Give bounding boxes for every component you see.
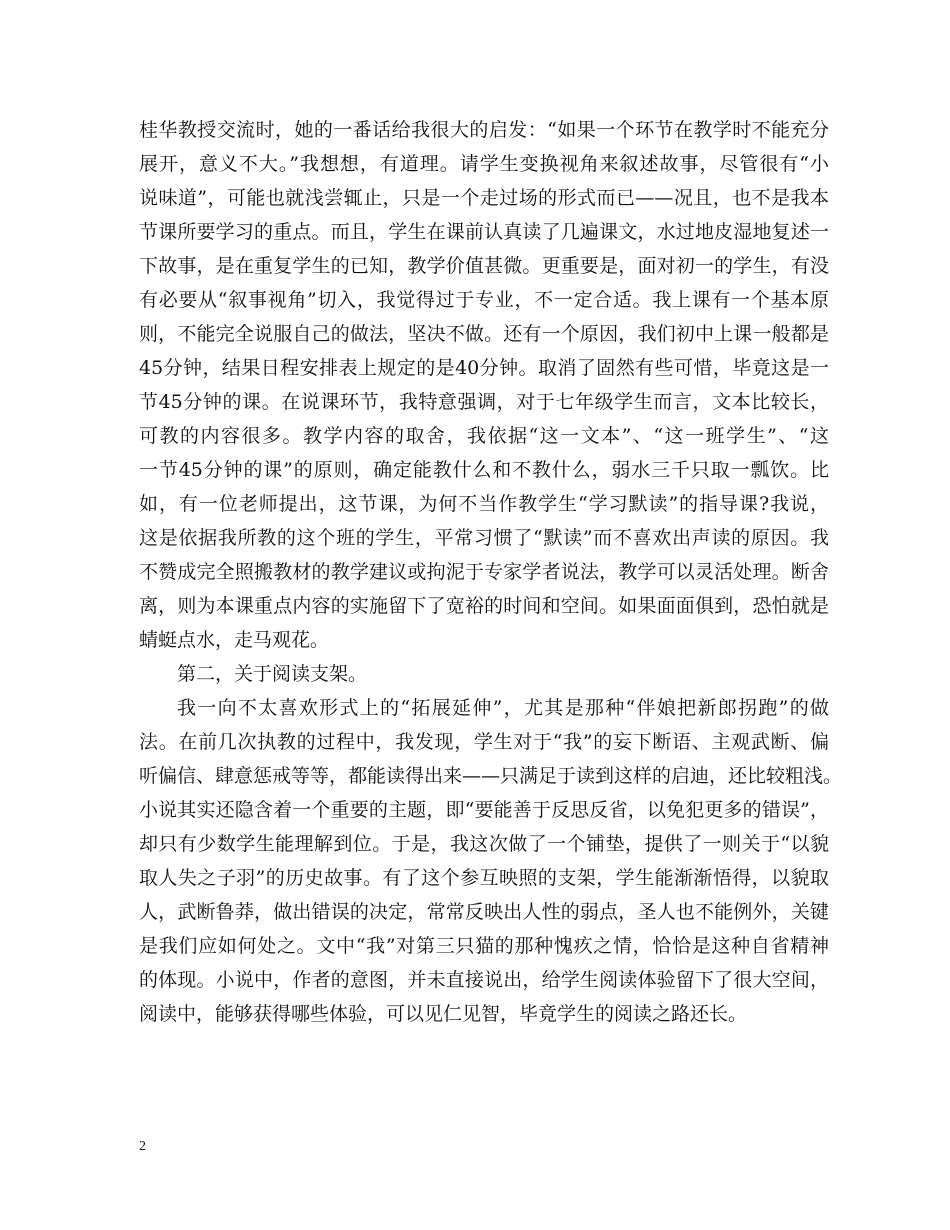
body-line: 如，有一位老师提出，这节课，为何不当作教学生“学习默读”的指导课?我说， [139, 493, 829, 515]
body-line: 人，武断鲁莽，做出错误的决定，常常反映出人性的弱点，圣人也不能例外，关键 [139, 901, 829, 923]
body-line: 一节45分钟的课”的原则，确定能教什么和不教什么，弱水三千只取一瓢饮。比 [139, 459, 829, 481]
body-line: 法。在前几次执教的过程中，我发现，学生对于“我”的妄下断语、主观武断、偏 [139, 731, 829, 753]
body-line: 节课所要学习的重点。而且，学生在课前认真读了几遍课文，水过地皮湿地复述一 [139, 221, 829, 243]
body-line: 说味道”，可能也就浅尝辄止，只是一个走过场的形式而已——况且，也不是我本 [139, 187, 829, 209]
body-line: 小说其实还隐含着一个重要的主题，即“要能善于反思反省，以免犯更多的错误”， [139, 799, 829, 821]
body-line: 却只有少数学生能理解到位。于是，我这次做了一个铺垫，提供了一则关于“以貌 [139, 833, 829, 855]
body-line: 则，不能完全说服自己的做法，坚决不做。还有一个原因，我们初中上课一般都是 [139, 323, 829, 345]
body-line: 取人失之子羽”的历史故事。有了这个参互映照的支架，学生能渐渐悟得，以貌取 [139, 867, 829, 889]
body-line: 展开，意义不大。”我想想，有道理。请学生变换视角来叙述故事，尽管很有“小 [139, 153, 829, 175]
body-line: 45分钟，结果日程安排表上规定的是40分钟。取消了固然有些可惜，毕竟这是一 [139, 357, 829, 379]
body-line: 离，则为本课重点内容的实施留下了宽裕的时间和空间。如果面面俱到，恐怕就是 [139, 595, 829, 617]
body-line: 的体现。小说中，作者的意图，并未直接说出，给学生阅读体验留下了很大空间， [139, 969, 829, 991]
section-heading: 第二，关于阅读支架。 [177, 663, 368, 685]
body-line: 这是依据我所教的这个班的学生，平常习惯了“默读”而不喜欢出声读的原因。我 [139, 527, 829, 549]
page-number: 2 [139, 1139, 146, 1154]
body-line: 是我们应如何处之。文中“我”对第三只猫的那种愧疚之情，恰恰是这种自省精神 [139, 935, 829, 957]
body-line: 蜻蜓点水，走马观花。 [139, 629, 330, 651]
body-line: 阅读中，能够获得哪些体验，可以见仁见智，毕竟学生的阅读之路还长。 [139, 1003, 748, 1025]
body-line: 节45分钟的课。在说课环节，我特意强调，对于七年级学生而言，文本比较长， [139, 391, 829, 413]
body-line: 我一向不太喜欢形式上的“拓展延伸”，尤其是那种“伴娘把新郎拐跑”的做 [177, 697, 829, 719]
body-line: 下故事，是在重复学生的已知，教学价值甚微。更重要是，面对初一的学生，有没 [139, 255, 829, 277]
body-line: 不赞成完全照搬教材的教学建议或拘泥于专家学者说法，教学可以灵活处理。断舍 [139, 561, 829, 583]
body-line: 听偏信、肆意惩戒等等，都能读得出来——只满足于读到这样的启迪，还比较粗浅。 [139, 765, 843, 787]
body-line: 桂华教授交流时，她的一番话给我很大的启发：“如果一个环节在教学时不能充分 [139, 119, 829, 141]
body-line: 有必要从“叙事视角”切入，我觉得过于专业，不一定合适。我上课有一个基本原 [139, 289, 829, 311]
body-line: 可教的内容很多。教学内容的取舍，我依据“这一文本”、“这一班学生”、“这 [139, 425, 829, 447]
